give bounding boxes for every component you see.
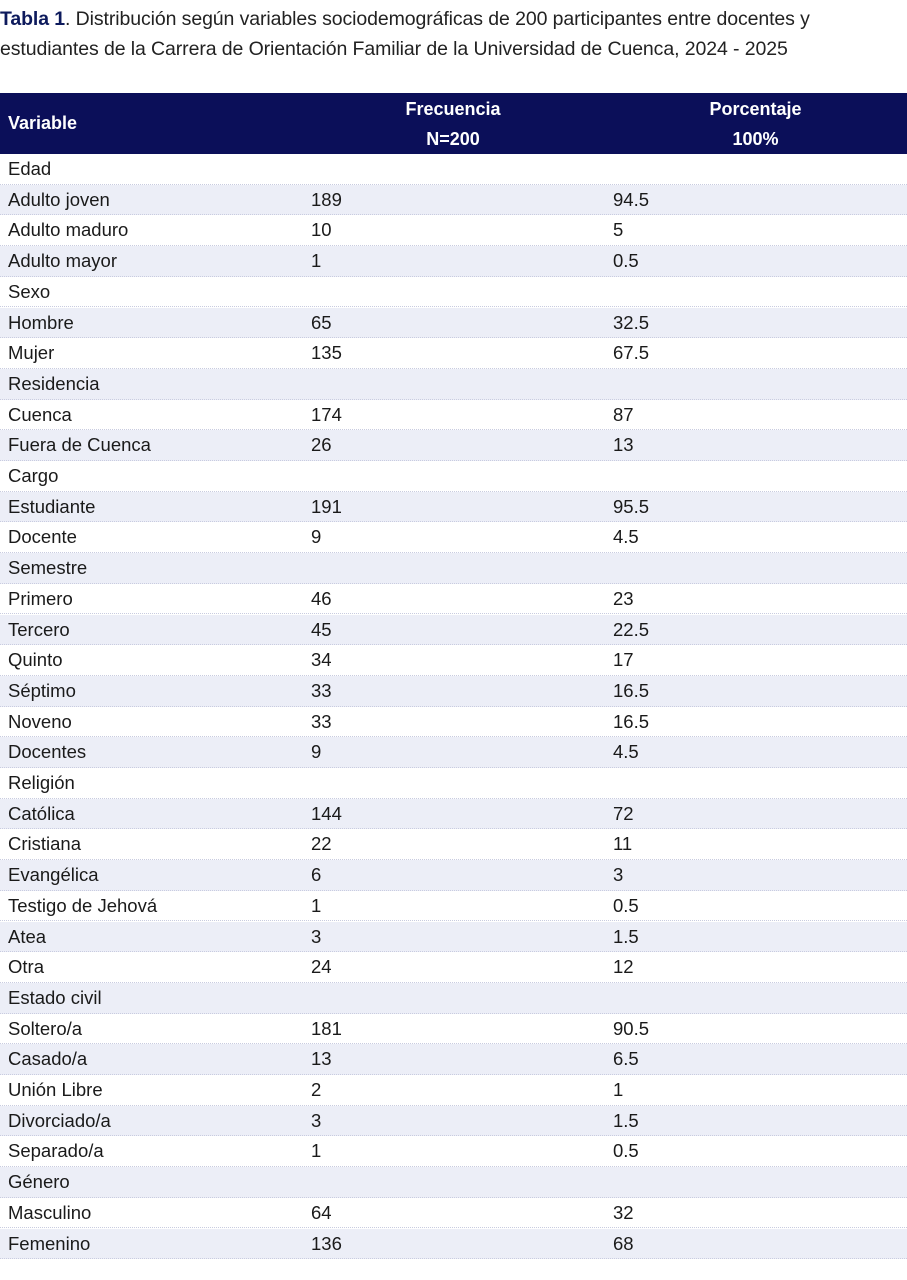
header-variable: Variable [8,113,78,133]
table-row [0,983,907,1014]
table-row [0,522,907,553]
row-frequency: 45 [311,618,332,640]
table-row [0,952,907,983]
row-variable: Cuenca [8,403,72,425]
row-frequency: 189 [311,188,342,210]
row-percentage: 68 [613,1232,634,1254]
row-percentage: 5 [613,219,624,241]
row-variable: Estudiante [8,495,96,517]
row-variable: Docente [8,526,77,548]
row-variable: Femenino [8,1232,91,1254]
row-frequency: 26 [311,434,332,456]
row-variable: Testigo de Jehová [8,894,158,916]
table-row [0,1075,907,1106]
row-frequency: 34 [311,649,332,671]
table-row [0,615,907,646]
row-frequency: 13 [311,1048,332,1070]
header-frequency-title: Frecuencia [405,99,501,119]
row-variable: Separado/a [8,1140,104,1162]
row-percentage: 87 [613,403,634,425]
row-frequency: 65 [311,311,332,333]
row-variable: Otra [8,956,44,978]
table-row [0,1198,907,1229]
row-percentage: 32.5 [613,311,650,333]
table-row [0,461,907,492]
header-percentage-title: Porcentaje [709,99,802,119]
table-row [0,369,907,400]
table-row [0,645,907,676]
header-percentage [604,93,907,154]
row-frequency: 33 [311,679,332,701]
row-variable: Primero [8,587,73,609]
row-percentage: 0.5 [613,894,639,916]
row-percentage: 22.5 [613,618,650,640]
row-frequency: 136 [311,1232,342,1254]
table-caption-label: Tabla 1 [0,8,66,30]
row-frequency: 174 [311,403,342,425]
table-caption-text: . Distribución según variables sociodemográficas de 200 participantes entre docentes y estudiantes de la Carrera de Orientación Familiar de la Universidad de Cuenca, 2024 - 2025 [0,8,810,60]
table-row [0,338,907,369]
row-percentage: 12 [613,956,634,978]
table-caption [0,4,907,64]
row-variable: Atea [8,925,47,947]
table-row [0,277,907,308]
row-frequency: 46 [311,587,332,609]
row-variable: Soltero/a [8,1017,83,1039]
table-row [0,1014,907,1045]
row-variable: Noveno [8,710,72,732]
row-variable: Género [8,1171,70,1193]
row-variable: Docentes [8,741,87,763]
table-row [0,676,907,707]
table-row [0,829,907,860]
row-variable: Estado civil [8,986,102,1008]
row-frequency: 64 [311,1201,332,1223]
row-frequency: 191 [311,495,342,517]
row-variable: Quinto [8,649,63,671]
row-variable: Sexo [8,280,51,302]
table-row [0,737,907,768]
table-header [0,93,907,154]
row-percentage: 13 [613,434,634,456]
row-percentage: 4.5 [613,741,639,763]
row-frequency: 33 [311,710,332,732]
row-percentage: 23 [613,587,634,609]
row-percentage: 67.5 [613,342,650,364]
row-percentage: 16.5 [613,710,650,732]
row-variable: Religión [8,772,75,793]
table-row [0,1044,907,1075]
row-variable: Adulto joven [8,188,110,210]
row-frequency: 3 [311,1109,322,1131]
row-percentage: 6.5 [613,1048,639,1070]
row-percentage: 1.5 [613,925,639,947]
row-variable: Fuera de Cuenca [8,434,151,456]
row-frequency: 135 [311,342,342,364]
row-frequency: 2 [311,1079,322,1100]
table-row [0,185,907,216]
row-percentage: 0.5 [613,250,639,272]
row-variable: Adulto mayor [8,250,117,272]
row-percentage: 1.5 [613,1109,639,1131]
row-variable: Católica [8,802,75,824]
row-percentage: 90.5 [613,1017,650,1039]
row-frequency: 10 [311,219,332,241]
table-row [0,1229,907,1260]
row-variable: Edad [8,158,52,179]
header-frequency-n: N=200 [426,129,480,149]
header-percentage-total: 100% [732,129,779,149]
row-variable: Divorciado/a [8,1109,111,1131]
row-frequency: 144 [311,802,342,824]
row-variable: Casado/a [8,1048,88,1070]
table-row [0,891,907,922]
table-row [0,922,907,953]
table-row [0,400,907,431]
table-row [0,799,907,830]
table-row [0,1136,907,1167]
row-variable: Cristiana [8,833,81,855]
table-row [0,1167,907,1198]
row-variable: Masculino [8,1201,92,1223]
table-row [0,215,907,246]
row-variable: Hombre [8,311,74,333]
header-frequency [302,93,604,154]
table-row [0,707,907,738]
row-variable: Séptimo [8,679,76,701]
table-row [0,768,907,799]
row-frequency: 1 [311,1140,322,1162]
row-frequency: 3 [311,925,322,947]
row-variable: Adulto maduro [8,219,129,241]
row-percentage: 32 [613,1201,634,1223]
row-frequency: 9 [311,526,322,548]
row-frequency: 24 [311,956,332,978]
row-frequency: 22 [311,833,332,855]
row-percentage: 72 [613,802,634,824]
row-frequency: 9 [311,741,322,763]
table-row [0,154,907,185]
row-percentage: 16.5 [613,679,650,701]
row-variable: Cargo [8,465,59,486]
table-row [0,308,907,339]
table-row [0,860,907,891]
row-percentage: 1 [613,1079,624,1100]
row-variable: Unión Libre [8,1079,103,1100]
table-row [0,246,907,277]
row-variable: Tercero [8,618,70,640]
row-percentage: 4.5 [613,526,639,548]
row-variable: Mujer [8,342,55,364]
row-percentage: 95.5 [613,495,650,517]
row-variable: Semestre [8,557,88,579]
row-percentage: 94.5 [613,188,650,210]
row-percentage: 17 [613,649,634,671]
row-frequency: 1 [311,894,322,916]
row-percentage: 11 [613,833,633,855]
table-row [0,584,907,615]
row-variable: Evangélica [8,864,99,886]
table-row [0,553,907,584]
row-variable: Residencia [8,372,100,394]
table-row [0,430,907,461]
table-row [0,1106,907,1137]
row-frequency: 6 [311,864,322,886]
row-frequency: 1 [311,250,322,272]
row-percentage: 3 [613,864,624,886]
row-frequency: 181 [311,1017,342,1039]
row-percentage: 0.5 [613,1140,639,1162]
table-row [0,492,907,523]
